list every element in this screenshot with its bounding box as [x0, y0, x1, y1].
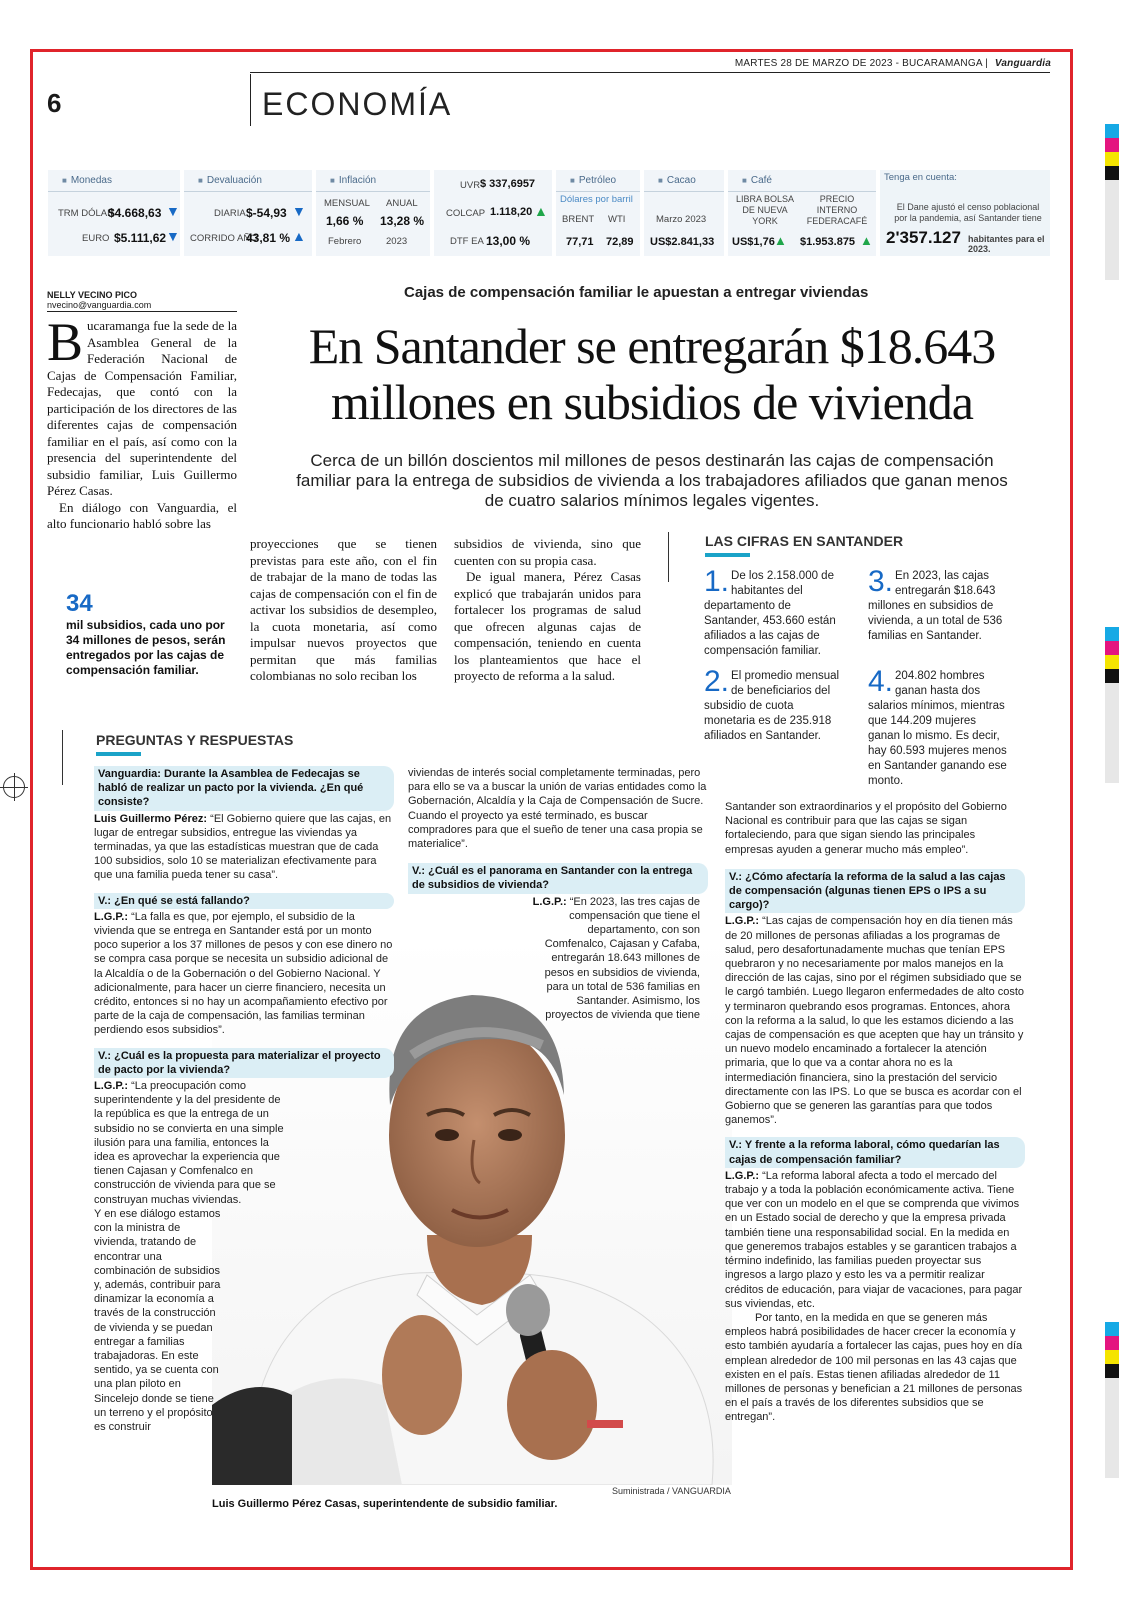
answer-4-continued: Santander son extraordinarios y el propósito del Gobierno Nacional es contribuir para que las cajas se sigan fortaleciendo, para que sigan siendo las principales empresas ayuden a generar mucho más empleo”. [725, 801, 1007, 856]
question-4: V.: ¿Cuál es el panorama en Santander con la entrega de subsidios de vivienda? [408, 863, 708, 893]
answer-2: “La falla es que, por ejemplo, el subsidio de la vivienda que se entrega en Santander está por un monto poco superior a los 37 millones de pesos y con ese dinero no se compra casa porque se necesita un subsidio adicional de la Alcaldía o de la Gobernación o del Gobierno Nacional. Y adicionalmente, para hacer un cierre financiero, necesita un crédito, entonces si no hay un acompañamiento efectivo por parte de la caja de compensación, las familias terminan perdiendo esos subsidios”. [94, 910, 393, 1037]
body-b-paragraph-1: subsidios de vivienda, sino que cuenten con su propia casa. [454, 536, 641, 568]
answer-6: “La reforma laboral afecta a todo el mercado del trabajo y a toda la población económicamente activa. Tiene que ver con un modelo en el que se comprenda que vivimos en un Estado social de derecho y que la empresa privada también tiene una responsabilidad social. En la medida en que generemos trabajos estables y se garanticen trabajos a término indefinido, las familias pueden proyectar sus ingresos a largo plazo y esto les va a permitir realizar créditos de educación, para viajar de vacaciones, para pagar sus viviendas, etc. [725, 1169, 1023, 1310]
answer-5: “Las cajas de compensación hoy en día tienen más de 20 millones de personas afiliadas a los programas de salud, pero desafortunadamente muchas que tenían EPS quebraron y no necesariamente por malos manejos en la dirección de las cajas, sino por el régimen subsidiado que se le cargó también. Luego llegaron enfermedades de alto costo y terminaron quebrando esos programas. Entonces, ahora con la reforma a la salud, lo que les estamos diciendo a las cajas de compensación es que acepten que hay un tránsito y un nuevo modelo encaminado a fortalecer la atención primaria, que lo que va a contar ahora no es la intermediación financiera, sino la prestación del servicio directamente con las IPS. Lo que se busca es acordar con el Gobierno que se generen las garantías para que todos ganemos”. [725, 915, 1025, 1127]
cifras-underline [705, 553, 750, 557]
answer-speaker: L.G.P.: [94, 1080, 129, 1093]
header-divider [250, 74, 251, 126]
photo-credit: Suministrada / VANGUARDIA [612, 1486, 731, 1496]
ticker-devaluacion: ■ Devaluación DIARIA $-54,93 ▼ CORRIDO AÑO 43,81 % ▲ [184, 170, 312, 256]
color-bar-top [1105, 124, 1119, 280]
answer-6-continued: Por tanto, en la medida en que se generen más empleos habrá posibilidades de hacer crecer la economía y esto también ayudaría a fortalecer las cajas, pues hoy en día emplean alrededor de 100 mil personas en las 43 cajas que existen en el país. Estas tienen afiliadas alrededor de 11 millones de personas y benefician a 21 millones de personas en el país a través de los diferentes subsidios que se entregan”. [725, 1311, 1023, 1424]
cifra-item-4: 4. 204.802 hombres ganan hasta dos salarios mínimos, mientras que 144.209 mujeres ganan lo mismo. Es decir, hay 60.593 mujeres menos en Santander ganando ese monto. [868, 665, 1007, 787]
cifras-title: LAS CIFRAS EN SANTANDER [705, 533, 904, 549]
cifras-bracket [668, 532, 682, 582]
down-arrow-icon: ▼ [166, 203, 180, 219]
down-arrow-icon: ▼ [292, 203, 306, 219]
question-6: V.: Y frente a la reforma laboral, cómo quedarían las cajas de compensación familiar? [725, 1137, 1025, 1167]
ticker-tasas: UVR $ 337,6957 COLCAP 1.118,20 ▲ DTF EA 13,00 % [434, 170, 552, 256]
body-column-a: proyecciones que se tienen previstas para este año, con el fin de trabajar de la mano de todas las cajas de compensación con el fin de activar los subsidios de desempleo, la cuota monetaria, así como impulsar nuevos proyectos que permitan que más familias colombianas no solo reciban los [250, 536, 437, 683]
subhead: Cerca de un billón doscientos mil millones de pesos destinarán las cajas de compensación familiar para la entrega de subsidios de vivienda a los trabajadores afiliados que ganan menos de cuatro salarios mínimos legales vigentes. [296, 451, 1008, 510]
byline-name: NELLY VECINO PICO [47, 290, 138, 300]
cifra-item-3: 3. En 2023, las cajas entregarán $18.643 millones en subsidios de vivienda, a un total de 536 familias en Santander. [868, 565, 1003, 642]
cifra-item-1: 1. De los 2.158.000 de habitantes del departamento de Santander, 453.660 están afiliados a las cajas de compensación familiar. [704, 565, 836, 657]
stat-text: mil subsidios, cada uno por 34 millones de pesos, serán entregados por las cajas de compensación familiar. [66, 618, 226, 677]
market-ticker [48, 170, 1050, 256]
ticker-cafe: ■ Café LIBRA BOLSA DE NUEVA YORK US$1,76 ▲ PRECIO INTERNO FEDERACAFÉ $1.953.875 ▲ [728, 170, 876, 256]
qa-title: PREGUNTAS Y RESPUESTAS [96, 732, 294, 748]
answer-speaker: L.G.P.: [725, 1169, 760, 1182]
answer-3-continued-2: viviendas de interés social completamente terminadas, pero para ello se va a buscar la unión de varias entidades como la Gobernación, Alcaldía y la Caja de Compensación de Sucre. Cuando el proyecto ya esté terminado, es buscar compradores para que el sueño de tener una casa propia se materialice”. [408, 767, 707, 851]
up-arrow-icon: ▲ [292, 228, 306, 244]
cifra-item-2: 2. El promedio mensual de beneficiarios del subsidio de cuota monetaria es de 235.918 afiliados en Santander. [704, 665, 840, 742]
answer-speaker: Luis Guillermo Pérez: [94, 812, 208, 825]
up-arrow-icon: ▲ [774, 233, 787, 248]
answer-3-continued: Y en ese diálogo estamos con la ministra de vivienda, tratando de encontrar una combinación de subsidios y, además, contribuir para dinamizar la economía a través de la construcción de vivienda y se puedan entregar a familias trabajadoras. En este sentido, ya se cuenta con una plan piloto en Sincelejo donde se tiene un terreno y el propósito es construir [94, 1207, 221, 1433]
brand-logo: Vanguardia [994, 58, 1051, 69]
qa-column-2 [408, 766, 708, 1022]
question-3: V.: ¿Cuál es la propuesta para materializar el proyecto de pacto por la vivienda? [94, 1048, 394, 1078]
ticker-monedas: ■ Monedas TRM DÓLAR $4.668,63 ▼ EURO $5.111,62 ▼ [48, 170, 180, 256]
ticker-inflacion: ■ Inflación MENSUAL 1,66 % Febrero ANUAL 13,28 % 2023 [316, 170, 430, 256]
answer-speaker: L.G.P.: [725, 915, 760, 928]
qa-bracket [62, 730, 76, 785]
lead-column [47, 312, 237, 533]
dateline: MARTES 28 DE MARZO DE 2023 - BUCARAMANGA | Vanguardia [734, 58, 1051, 69]
qa-column-3 [725, 800, 1025, 1425]
drop-cap: B [47, 312, 84, 372]
qa-underline [96, 752, 141, 756]
page-number: 6 [47, 88, 62, 118]
ticker-petroleo: ■ Petróleo Dólares por barril BRENT 77,71 WTI 72,89 [556, 170, 640, 256]
ticker-cacao: ■ Cacao Marzo 2023 US$2.841,33 [644, 170, 724, 256]
answer-speaker: L.G.P.: [94, 910, 129, 923]
answer-4: “En 2023, las tres cajas de compensación que tiene el departamento, con son Comfenalco, Cajasan y Cafaba, entregarán 18.643 millones de pesos en subsidios de vivienda, para un total de 536 familias en Santander. Asimismo, los proyectos de vivienda que tiene [544, 895, 700, 1022]
header-rule [250, 72, 1050, 73]
question-1: Vanguardia: Durante la Asamblea de Fedecajas se habló de realizar un pacto por la vivienda. ¿En qué consiste? [94, 766, 394, 811]
question-5: V.: ¿Cómo afectaría la reforma de la salud a las cajas de compensación (algunas tienen EPS o IPS a su cargo)? [725, 869, 1025, 914]
headline: En Santander se entregarán $18.643 millones en subsidios de vivienda [308, 318, 996, 430]
kicker: Cajas de compensación familiar le apuestan a entregar viviendas [404, 284, 869, 301]
answer-speaker: L.G.P.: [532, 895, 567, 908]
up-arrow-icon: ▲ [534, 203, 548, 219]
question-2: V.: ¿En qué se está fallando? [94, 893, 394, 909]
color-bar-bottom [1105, 1322, 1119, 1478]
ticker-tenga-en-cuenta: Tenga en cuenta: El Dane ajustó el censo poblacional por la pandemia, así Santander tiene 2'357.127 habitantes para el 2023. [880, 170, 1050, 256]
stat-callout [66, 590, 234, 678]
lead-paragraph-1: ucaramanga fue la sede de la Asamblea General de la Federación Nacional de Cajas de Compensación Familiar, Fedecajas, que contó con la participación de los directores de las diferentes cajas de compensación familiar en el país, así como con la presencia del superintendente del subsidio familiar, Luis Guillermo Pérez Casas. [47, 318, 237, 498]
color-bar-mid [1105, 627, 1119, 783]
registration-mark [3, 776, 25, 798]
answer-3: “La preocupación como superintendente y la del presidente de la república es que la entrega de un subsidio no se convierta en una simple ilusión para una familia, entonces la idea es aprovechar la experiencia que tienen Cajasan y Comfenalco en construcción de vivienda para que se construyan muchas viviendas. [94, 1080, 284, 1206]
lead-paragraph-2: En diálogo con Vanguardia, el alto funcionario habló sobre las [47, 499, 237, 531]
byline-email[interactable]: nvecino@vanguardia.com [47, 300, 152, 310]
answer-1: “El Gobierno quiere que las cajas, en lugar de entregar subsidios, entregue las viviendas ya terminadas, ya que las estadísticas muestran que de cada 100 subsidios, solo 10 se materializan efectivamente para que una familia pueda tener su casa”. [94, 812, 392, 882]
qa-column-1 [94, 766, 394, 1434]
section-title: ECONOMÍA [262, 86, 453, 122]
stat-number: 34 [66, 590, 93, 617]
body-b-paragraph-2: De igual manera, Pérez Casas explicó que trabajarán unidos para fortalecer los programas de salud que ofrecen algunas cajas de compensación, teniendo en cuenta los planteamientos que hace el proyecto de reforma a la salud. [454, 569, 641, 683]
photo-caption: Luis Guillermo Pérez Casas, superintendente de subsidio familiar. [212, 1498, 558, 1510]
up-arrow-icon: ▲ [860, 233, 873, 248]
body-column-b [454, 536, 641, 685]
down-arrow-icon: ▼ [166, 228, 180, 244]
